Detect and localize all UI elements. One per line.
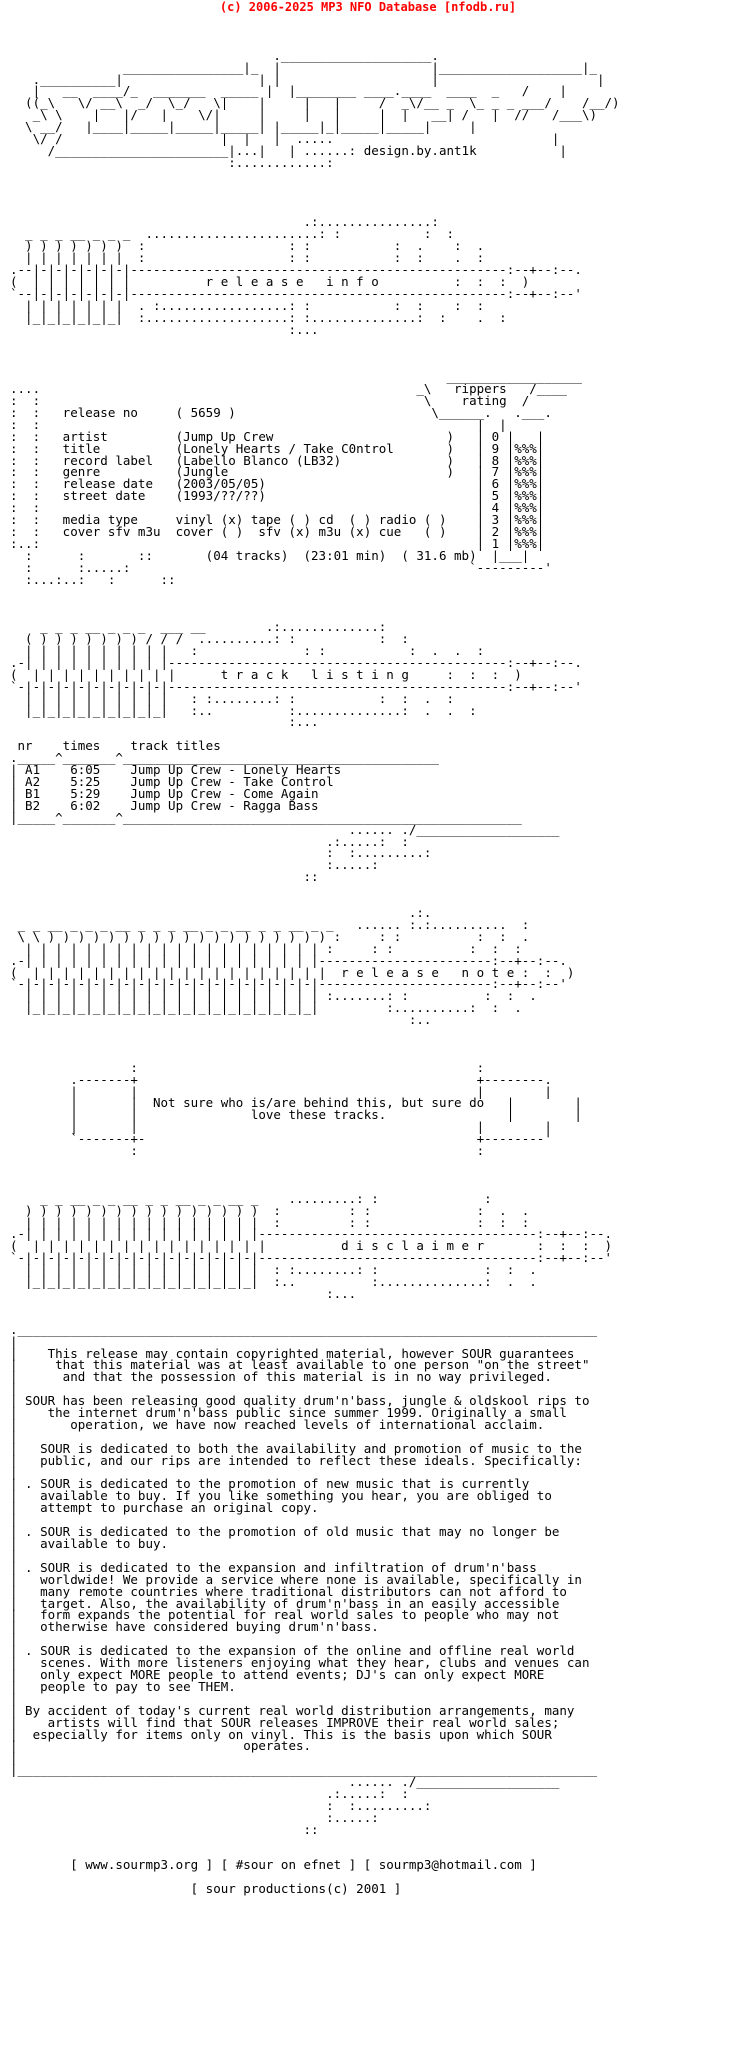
- nfo-line: :..: | 1 |%%%|: [10, 535, 545, 551]
- nfo-line: | . SOUR is dedicated to the promotion of new music that is currently: [10, 1476, 530, 1492]
- nfo-line: :..: [10, 1012, 432, 1028]
- nfo-line: ::: [10, 1821, 319, 1837]
- nfo-line: /_______________________|...| | ......: design.by.ant1k |: [10, 142, 567, 158]
- nfo-line: | only expect MORE people to attend events; DJ's can only expect MORE: [10, 1666, 545, 1682]
- nfo-line: .-| | | | | | | | | | | | | | | |-------------------------------------:--+--:--.: [10, 1226, 613, 1242]
- nfo-line: | | | |: [10, 1119, 552, 1135]
- nfo-line: | | | | | | | | | | | | | | | | | | | | : : : : : :: [10, 940, 522, 956]
- nfo-line: ::: [10, 869, 319, 885]
- nfo-line: .--|-|-|-|-|-|-|--------------------------------------------------:--+--:--.: [10, 262, 582, 278]
- nfo-line: |_____________________________________________________________________________: [10, 1762, 597, 1778]
- nfo-line: : : release date (2003/05/05) | 6 |%%%|: [10, 476, 545, 492]
- nfo-line: : : | |: [10, 416, 507, 432]
- nfo-line: : : release no ( 5659 ) \______. .___.: [10, 404, 552, 420]
- nfo-line: | | | | | | | . :.................: : : : : :: [10, 297, 485, 313]
- nfo-line: ( | | | | | | | r e l e a s e i n f o : : : ): [10, 273, 530, 289]
- nfo-line: | | | | | | | : : : : : . :: [10, 250, 485, 266]
- nfo-line: .:...............:: [10, 214, 439, 230]
- nfo-line: | | | |: [10, 1083, 552, 1099]
- nfo-line: | | | | | | | | | | : :........: : : : . :: [10, 690, 455, 706]
- nfo-line: :...: [10, 321, 319, 337]
- nfo-line: |_|_|_|_|_|_|_|_|_| :.. :..............: . . :: [10, 702, 477, 718]
- nfo-line: .-| | | | | | | | | |---------------------------------------------:--+--:--.: [10, 654, 582, 670]
- nfo-line: | | | | | | | | | | | | | | | | : : : : : :: [10, 1214, 530, 1230]
- nfo-line: | available to buy. If you like something you hear, you are obliged to: [10, 1488, 552, 1504]
- nfo-line: ...... ./___________________: [10, 821, 560, 837]
- nfo-line: : :.........:: [10, 1797, 432, 1813]
- nfo-line: ) ) ) ) ) ) ) ) ) ) ) ) ) ) ) ) : : : : . .: [10, 1202, 530, 1218]
- nfo-line: | A1 6:05 Jump Up Crew - Lonely Hearts: [10, 762, 342, 778]
- nfo-line: ) ) ) ) ) ) ) : : : : . : .: [10, 238, 485, 254]
- nfo-line: _ _ __ _ _ __ _ _ __ _ _ __ _ .........: : :: [10, 1190, 492, 1206]
- nfo-line: |: [10, 1333, 18, 1349]
- nfo-line: | operates.: [10, 1738, 312, 1754]
- nfo-line: .:.....: :: [10, 833, 409, 849]
- nfo-line: |: [10, 1512, 18, 1528]
- nfo-line: ( ) ) ) ) ) ) ) / / / ..........: : : :: [10, 631, 409, 647]
- nfo-line: : : record label (Labello Blanco (LB32) ) | 8 |%%%|: [10, 452, 545, 468]
- nfo-line: : :: [10, 1059, 485, 1075]
- nfo-line: ( | | | | | | | | | | | | | | | | d i s c l a i m e r : : : ): [10, 1238, 613, 1254]
- nfo-line: | | | | | | | | | | : : : : . . :: [10, 643, 485, 659]
- nfo-line: :............:: [10, 154, 334, 170]
- nfo-line: | the internet drum'n'bass public since summer 1999. Originally a small: [10, 1405, 567, 1421]
- nfo-line: |_|_|_|_|_|_|_|_|_|_|_|_|_|_|_| :.. :..............: . .: [10, 1274, 537, 1290]
- nfo-line: [ sour productions(c) 2001 ]: [10, 1881, 402, 1897]
- nfo-line: .__________| | | | |: [10, 71, 605, 87]
- nfo-line: : : media type vinyl (x) tape ( ) cd ( ) radio ( ) | 3 |%%%|: [10, 512, 545, 528]
- nfo-line: | worldwide! We provide a service where none is available, specifically in: [10, 1571, 582, 1587]
- nfo-line: ._____________________________________________________________________________: [10, 1321, 597, 1337]
- nfo-line: :...:..: : ::: [10, 571, 176, 587]
- nfo-line: | target. Also, the availability of drum'n'bass in an easily accessible: [10, 1595, 560, 1611]
- nfo-line: |: [10, 1464, 18, 1480]
- nfo-line: `-|-|-|-|-|-|-|-|-|-|-|-|-|-|-|-|-------------------------------------:--+--:--': [10, 1250, 613, 1266]
- nfo-line: | __ ____/_ _______ _____ | |________ ____.____ ____ _ / |: [10, 83, 567, 99]
- nfo-line: _ _ _ __ _ _ _ ___ __ .:.............:: [10, 619, 387, 635]
- nfo-line: | This release may contain copyrighted material, however SOUR guarantees: [10, 1345, 575, 1361]
- nfo-line: | public, and our rips are intended to reflect these ideals. Specifically:: [10, 1452, 582, 1468]
- nfo-line: :...: [10, 1285, 357, 1301]
- nfo-line: | operation, we have now reached levels of international acclaim.: [10, 1416, 545, 1432]
- nfo-line: | that this material was at least available to one person "on the street": [10, 1357, 590, 1373]
- nfo-line: | A2 5:25 Jump Up Crew - Take Control: [10, 774, 334, 789]
- nfo-line: `-|-|-|-|-|-|-|-|-|-|-|-|-|-|-|-|-|-|-|-|-----------------------:--+--:--': [10, 976, 567, 992]
- nfo-line: | artists will find that SOUR releases IMPROVE their real world sales;: [10, 1714, 560, 1730]
- nfo-line: | SOUR has been releasing good quality drum'n'bass, jungle & oldskool rips to: [10, 1393, 590, 1409]
- nfo-line: .-| | | | | | | | | | | | | | | | | | | |-----------------------:--+--:--.: [10, 952, 567, 968]
- nfo-line: :.....:: [10, 1809, 379, 1825]
- nfo-line: : : artist (Jump Up Crew ) | 0 | |: [10, 428, 545, 444]
- nfo-line: `-|-|-|-|-|-|-|-|-|-|---------------------------------------------:--+--:--': [10, 678, 582, 694]
- nfo-line: | attempt to purchase an original copy.: [10, 1500, 319, 1516]
- nfo-line: | otherwise have considered buying drum'n'bass.: [10, 1619, 379, 1635]
- nfo-line: | form expands the potential for real world sales to people who may not: [10, 1607, 560, 1623]
- nfo-line: :...: [10, 714, 319, 730]
- nfo-line: __________________: [10, 369, 582, 385]
- nfo-line: : : \ rating /: [10, 393, 530, 408]
- nfo-line: : : title (Lonely Hearts / Take C0ntrol ) | 9 |%%%|: [10, 440, 545, 456]
- nfo-line: | | | | | | | | | | | | | | | | : :........: : : : .: [10, 1262, 537, 1278]
- nfo-line: `-------+- +--------': [10, 1131, 552, 1147]
- nfo-line: | . SOUR is dedicated to the expansion of the online and offline real world: [10, 1643, 575, 1659]
- nfo-line: ________________|_ | |___________________|_: [10, 59, 597, 75]
- nfo-line: .-------+ +--------.: [10, 1071, 552, 1087]
- nfo-line: _\ \ | |/ | \/| | | | | | __| / | // /___\): [10, 107, 597, 123]
- nfo-line: | and that the possession of this material is in no way privileged.: [10, 1369, 552, 1385]
- nfo-line: \ \ ) ) ) ) ) ) ) ) ) ) ) ) ) ) ) ) ) ) ) : : : : : .: [10, 928, 530, 944]
- nfo-line: | | Not sure who is/are behind this, but sure do | |: [10, 1095, 582, 1111]
- nfo-line: | scenes. With more listeners enjoying what they hear, clubs and venues can: [10, 1655, 590, 1671]
- page-header-title: (c) 2006-2025 MP3 NFO Database [nfodb.ru]: [219, 0, 517, 14]
- nfo-line: :.....:: [10, 857, 379, 873]
- nfo-line: | SOUR is dedicated to both the availability and promotion of music to the: [10, 1440, 582, 1456]
- nfo-line: : :.........:: [10, 845, 432, 861]
- nfo-line: | B1 5:29 Jump Up Crew - Come Again: [10, 785, 319, 801]
- nfo-line: | By accident of today's current real world distribution arrangements, many: [10, 1702, 575, 1718]
- nfo-line: | | | | | | | | | | | | | | | | | | | | :.......: : : : .: [10, 988, 537, 1004]
- nfo-line: .... _\ rippers /____: [10, 381, 567, 397]
- nfo-line: | . SOUR is dedicated to the expansion and infiltration of drum'n'bass: [10, 1559, 537, 1575]
- nfo-line: : :.....: `---------': [10, 559, 552, 575]
- nfo-line: _ _ __ _ _ _ __ _ _ _ __ _ _ __ _ _ __ _ _ ...... :.:.......... :: [10, 916, 530, 932]
- nfo-line: : : :: (04 tracks) (23:01 min) ( 31.6 mb) |___|: [10, 547, 530, 563]
- nfo-line: nr times track titles: [10, 738, 221, 754]
- nfo-line: | | love these tracks. | |: [10, 1107, 582, 1123]
- nfo-line: \/ / | | | ..... |: [10, 131, 560, 147]
- nfo-line: |_____^_______^_____________________________________________________: [10, 809, 522, 825]
- nfo-line: : : cover sfv m3u cover ( ) sfv (x) m3u (x) cue ( ) | 2 |%%%|: [10, 523, 545, 539]
- nfo-line: |: [10, 1631, 18, 1647]
- nfo-line: ._____^_______^__________________________________________: [10, 750, 439, 766]
- nfo-line: |_|_|_|_|_|_|_|_|_|_|_|_|_|_|_|_|_|_|_| :..........: : .: [10, 1000, 522, 1016]
- nfo-line: | especially for items only on vinyl. This is the basis upon which SOUR: [10, 1726, 552, 1742]
- nfo-line: | many remote countries where traditional distributors can not afford to: [10, 1583, 567, 1599]
- nfo-line: |: [10, 1690, 18, 1706]
- nfo-line: : :: [10, 1143, 485, 1159]
- nfo-line: : : street date (1993/??/??) | 5 |%%%|: [10, 488, 545, 504]
- nfo-line: |: [10, 1547, 18, 1563]
- nfo-line: ((_\ \/ __\ _/ \_/ \| | | | / _\/__ _ \_ _ _ ___/ /__/): [10, 95, 620, 111]
- nfo-line: .____________________.: [10, 47, 439, 63]
- nfo-line: \ __/ |____|_____|_____|_____| |_____|_|_____|_____| |: [10, 119, 477, 135]
- nfo-text-block: [10, 14, 620, 1895]
- nfo-line: ( | | | | | | | | | | | | | | | | | | | | r e l e a s e n o t e : : ): [10, 964, 575, 980]
- nfo-line: ( | | | | | | | | | | t r a c k l i s t i n g : : : ): [10, 666, 522, 682]
- nfo-line: |: [10, 1750, 18, 1766]
- nfo-line: ...... ./___________________: [10, 1774, 560, 1790]
- nfo-line: _ _ _ __ _ _ _ .......................: : : :: [10, 226, 455, 242]
- nfo-line: .:.....: :: [10, 1786, 409, 1802]
- nfo-line: .:.: [10, 904, 432, 920]
- nfo-line: : : | 4 |%%%|: [10, 500, 545, 516]
- nfo-line: |_|_|_|_|_|_| :...................: :..............: : . :: [10, 309, 507, 325]
- nfo-line: | people to pay to see THEM.: [10, 1678, 236, 1694]
- nfo-line: |: [10, 1428, 18, 1444]
- nfo-line: [ www.sourmp3.org ] [ #sour on efnet ] [ sourmp3@hotmail.com ]: [10, 1857, 537, 1873]
- nfo-line: `--|-|-|-|-|-|-|--------------------------------------------------:--+--:--': [10, 285, 582, 301]
- nfo-line: | . SOUR is dedicated to the promotion of old music that may no longer be: [10, 1524, 560, 1540]
- nfo-line: |: [10, 1381, 18, 1397]
- nfo-line: : : genre (Jungle ) | 7 |%%%|: [10, 464, 545, 480]
- nfo-line: | available to buy.: [10, 1536, 169, 1551]
- nfo-line: | B2 6:02 Jump Up Crew - Ragga Bass: [10, 797, 319, 813]
